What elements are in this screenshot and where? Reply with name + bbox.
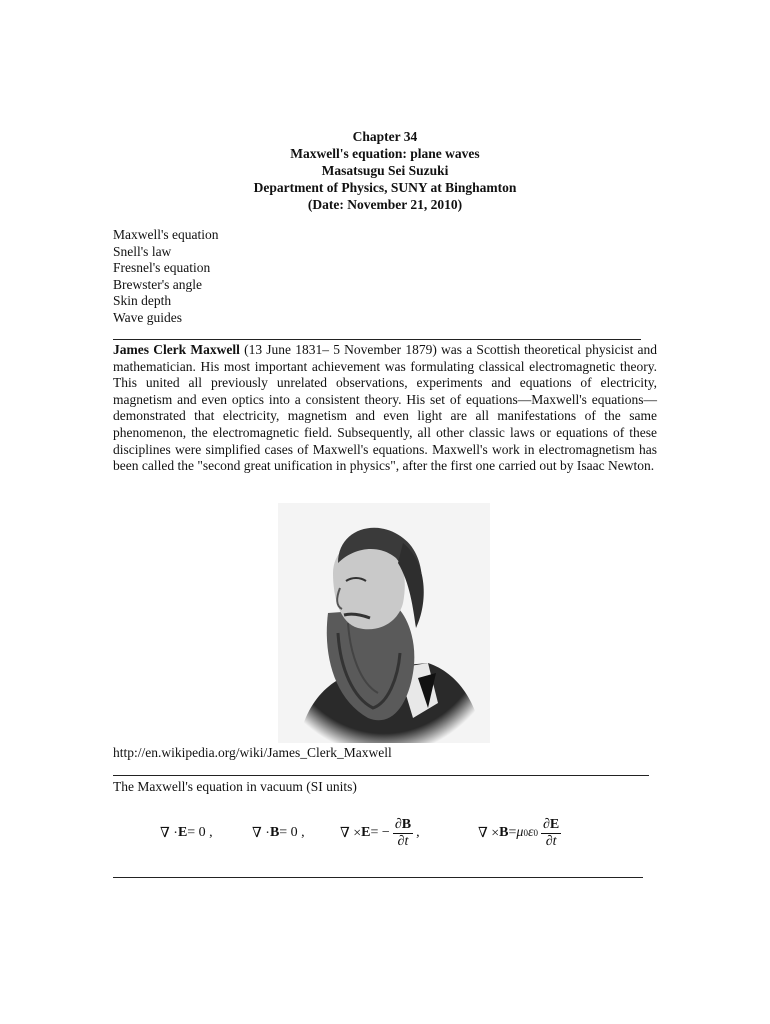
- topic-item: Maxwell's equation: [113, 227, 219, 242]
- equations-heading: The Maxwell's equation in vacuum (SI units): [113, 779, 357, 794]
- biography-paragraph: [113, 342, 657, 475]
- biography-text: (13 June 1831– 5 November 1879) was a Scottish theoretical physicist and mathematician. His most important achievement was formulating classical electromagnetic theory. This united all previously unrelated observations, experiments and equations of electricity, magnetism and even optics into a consistent theory. His set of equations—Maxwell's equations—demonstrated that electricity, magnetism and even light are all manifestations of the same phenomenon, the electromagnetic field. Subsequently, all other classic laws or equations of these disciplines were simplified cases of Maxwell's equations. Maxwell's work in electromagnetism has been called the "second great unification in physics", after the first one carried out by Isaac Newton.: [113, 342, 658, 474]
- ampere-maxwell-law: ∇ × B = μ 0 ε 0 $\frac{\partial E}{\partial t}$: [478, 816, 560, 849]
- maxwell-portrait-image: [278, 503, 490, 743]
- topic-item: Brewster's angle: [113, 276, 203, 292]
- portrait-engraving-icon: [278, 503, 490, 743]
- document-date: (Date: November 21, 2010): [307, 197, 463, 212]
- maxwell-equations: [0, 808, 770, 858]
- topic-item: Skin depth: [113, 293, 172, 308]
- chapter-number: Chapter 34: [352, 129, 418, 144]
- divider-line: [113, 339, 641, 340]
- gauss-law-magnetic: ∇ · B = 0 ,: [252, 825, 305, 841]
- fraction: $\frac{\partial E}{\partial t}$: [542, 816, 560, 849]
- affiliation: Department of Physics, SUNY at Binghamton: [253, 180, 517, 195]
- topic-item: Wave guides: [113, 309, 183, 325]
- author-name: Masatsugu Sei Suzuki: [321, 163, 449, 178]
- topic-list: [113, 227, 219, 326]
- faraday-law: ∇ × E = − $\frac{\partial B}{\partial t}$ ,: [340, 816, 420, 849]
- topic-item: Fresnel's equation: [113, 260, 211, 275]
- divider-line: [113, 877, 643, 878]
- divider-line: [113, 775, 649, 776]
- topic-item: Snell's law: [113, 243, 172, 259]
- image-source-link[interactable]: http://en.wikipedia.org/wiki/James_Clerk_Maxwell: [113, 745, 392, 760]
- chapter-header: [0, 128, 770, 213]
- biography-name: James Clerk Maxwell: [113, 342, 240, 357]
- gauss-law-electric: ∇ · E = 0 ,: [160, 825, 213, 841]
- chapter-title: Maxwell's equation: plane waves: [290, 146, 480, 161]
- fraction: $\frac{\partial B}{\partial t}$: [394, 816, 412, 849]
